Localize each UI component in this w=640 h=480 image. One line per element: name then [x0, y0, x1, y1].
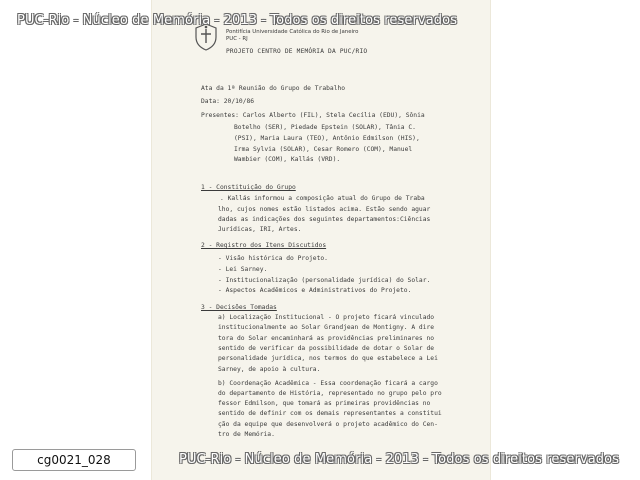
decision-a-line: institucionalmente ao Solar Grandjean de Montigny. A dire [218, 324, 435, 331]
decision-a-line: sentido de verificar da possibilidade de dotar o Solar de [218, 345, 435, 352]
decision-a-line: a) Localização Institucional - O projeto ficará vinculado [218, 314, 435, 321]
meeting-date: Data: 20/10/86 [201, 98, 255, 105]
institution-header [226, 29, 358, 43]
attendees-line: (PSI), Maria Laura (TEO), Antônio Edmilson (HIS), [234, 135, 420, 142]
watermark-top: PUC-Rio - Núcleo de Memória - 2013 - Todos os direitos reservados [17, 13, 458, 28]
section-1-line: dadas as indicações dos seguintes departamentos:Ciências [218, 216, 431, 223]
discussed-item: - Institucionalização (personalidade jurídica) do Solar. [218, 277, 431, 284]
attendees-line: Botelho (SER), Piedade Epstein (SOLAR), Tânia C. [234, 124, 416, 131]
decision-b-line: fessor Edmilson, que tomará as primeiras providências no [218, 400, 431, 407]
section-1-line: lho, cujos nomes estão listados acima. Estão sendo aguar [218, 206, 431, 213]
attendees-line: Irma Sylvia (SOLAR), Cesar Romero (COM), Manuel [234, 146, 413, 153]
institution-abbrev: PUC - RJ [226, 36, 248, 42]
institution-name: Pontifícia Universidade Católica do Rio de Janeiro [226, 29, 359, 35]
section-1-heading: 1 - Constituição do Grupo [201, 184, 296, 191]
watermark-bottom: PUC-Rio - Núcleo de Memória - 2013 - Todos os direitos reservados [179, 452, 620, 467]
attendees-line: Wambier (COM), Kallás (VRD). [234, 156, 341, 163]
decision-b-line: sentido de definir com os demais representantes a constitui [218, 410, 442, 417]
decision-b-line: tro de Memória. [218, 431, 275, 438]
section-1-line: . Kallás informou a composição atual do Grupo de Traba [220, 195, 425, 202]
section-3-heading: 3 - Decisões Tomadas [201, 304, 277, 311]
project-title: PROJETO CENTRO DE MEMÓRIA DA PUC/RIO [226, 48, 368, 55]
section-1-line: Jurídicas, IRI, Artes. [218, 226, 302, 233]
attendees-line: Presentes: Carlos Alberto (FIL), Stela Cecília (EDU), Sônia [201, 112, 425, 119]
decision-b-line: do departamento de História, representado no grupo pelo pro [218, 390, 442, 397]
document-page [152, 0, 490, 480]
decision-a-line: tora do Solar encaminhará as providências preliminares no [218, 335, 435, 342]
minutes-title: Ata da 1ª Reunião do Grupo de Trabalho [201, 85, 346, 92]
discussed-item: - Aspectos Acadêmicos e Administrativos do Projeto. [218, 287, 412, 294]
section-2-heading: 2 - Registro dos Itens Discutidos [201, 242, 327, 249]
discussed-item: - Lei Sarney. [218, 266, 268, 273]
decision-a-line: Sarney, de apoio à cultura. [218, 366, 321, 373]
decision-a-line: personalidade jurídica, nos termos do que estabelece a Lei [218, 355, 438, 362]
file-id-label: cg0021_028 [12, 449, 136, 471]
decision-b-line: b) Coordenação Acadêmica - Essa coordenação ficará a cargo [218, 380, 438, 387]
decision-b-line: ção da equipe que desenvolverá o projeto acadêmico do Cen- [218, 421, 438, 428]
discussed-item: - Visão histórica do Projeto. [218, 255, 328, 262]
